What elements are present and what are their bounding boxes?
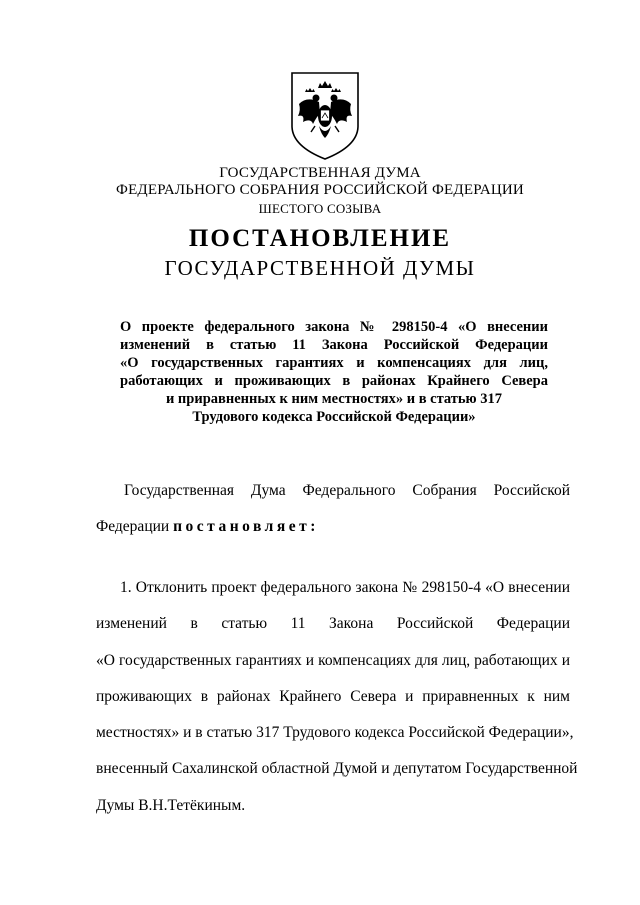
subject-line: работающих и проживающих в районах Крайнего Севера [120, 373, 548, 389]
clause-1 [96, 570, 578, 824]
convocation-line: ШЕСТОГО СОЗЫВА [258, 201, 382, 216]
subject-line: изменений в статью 11 Закона Российской Федерации [120, 337, 548, 353]
subject-line: О проекте федерального закона № 298150-4 «О внесении [120, 319, 548, 335]
document-subtitle: ГОСУДАРСТВЕННОЙ ДУМЫ [164, 256, 476, 280]
org-name-line2: ФЕДЕРАЛЬНОГО СОБРАНИЯ РОССИЙСКОЙ ФЕДЕРАЦИИ [116, 182, 524, 198]
clause-line: изменений в статью 11 Закона Российской Федерации [96, 615, 570, 633]
clause-line: 1. Отклонить проект федерального закона № 298150-4 «О внесении [120, 579, 570, 596]
subject-line: и приравненных к ним местностях» и в статью 317 [165, 391, 503, 407]
preamble-text: Федерации [96, 518, 170, 535]
resolves-keyword: постановляет: [173, 518, 319, 535]
russian-coat-of-arms-icon [289, 70, 361, 162]
preamble-line: Государственная Дума Федерального Собрания Российской [124, 482, 570, 499]
clause-line: «О государственных гарантиях и компенсациях для лиц, работающих и [96, 651, 570, 669]
subject-line: Трудового кодекса Российской Федерации» [192, 409, 476, 425]
subject-line: «О государственных гарантиях и компенсациях для лиц, [120, 355, 548, 371]
preamble-line [96, 517, 570, 537]
clause-line: Думы В.Н.Тетёкиным. [96, 796, 246, 814]
document-subject [120, 318, 548, 426]
org-name-line1: ГОСУДАРСТВЕННАЯ ДУМА [219, 165, 421, 181]
clause-line: проживающих в районах Крайнего Севера и приравненных к ним [96, 687, 570, 705]
clause-line: местностях» и в статью 317 Трудового кодекса Российской Федерации», [96, 724, 574, 742]
clause-line: внесенный Сахалинской областной Думой и депутатом Государственной [96, 760, 578, 778]
document-title: ПОСТАНОВЛЕНИЕ [188, 225, 452, 252]
preamble [96, 481, 570, 537]
